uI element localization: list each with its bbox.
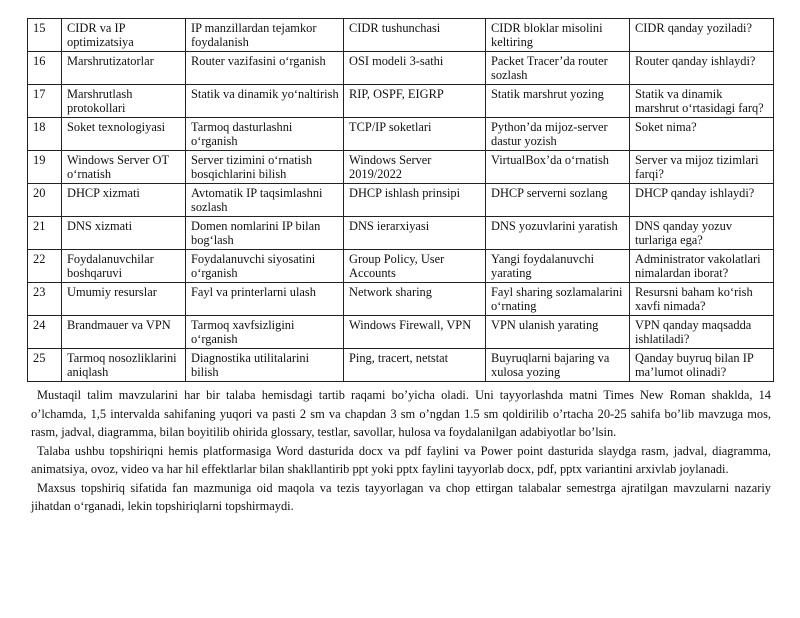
cell-content: Windows Firewall, VPN bbox=[344, 316, 486, 349]
cell-content: Ping, tracert, netstat bbox=[344, 349, 486, 382]
cell-goal: Tarmoq xavfsizligini o‘rganish bbox=[186, 316, 344, 349]
cell-topic: Brandmauer va VPN bbox=[62, 316, 186, 349]
cell-topic: CIDR va IP optimizatsiya bbox=[62, 19, 186, 52]
cell-content: Network sharing bbox=[344, 283, 486, 316]
cell-topic: Soket texnologiyasi bbox=[62, 118, 186, 151]
cell-topic: DHCP xizmati bbox=[62, 184, 186, 217]
cell-row-number: 15 bbox=[28, 19, 62, 52]
cell-goal: Fayl va printerlarni ulash bbox=[186, 283, 344, 316]
cell-content: RIP, OSPF, EIGRP bbox=[344, 85, 486, 118]
topics-table bbox=[27, 18, 774, 382]
cell-task: DHCP serverni sozlang bbox=[486, 184, 630, 217]
instruction-paragraph-1: Mustaqil talim mavzularini har bir talaba hemisdagi tartib raqami bo’yicha oladi. Uni tayyorlashda matni Times New Roman shaklda, 14 o’lchamda, 1,5 intervalda sahifaning yuqori va pasti 2 sm va chapdan 3 sm o’ngdan 1.5 sm qoldirilib o’rtacha 20-25 sahifa bo’lib mavzuga mos, rasm, jadval, diagramma, bilan boyitilib ohirida glossary, testlar, savollar, hulosa va foydalanilgan adabiyotlar bo’lsin. bbox=[31, 388, 771, 439]
instructions bbox=[27, 386, 773, 516]
cell-task: DNS yozuvlarini yaratish bbox=[486, 217, 630, 250]
cell-task: Statik marshrut yozing bbox=[486, 85, 630, 118]
topics-table-body bbox=[28, 19, 774, 382]
cell-question: CIDR qanday yoziladi? bbox=[630, 19, 774, 52]
cell-row-number: 18 bbox=[28, 118, 62, 151]
cell-question: VPN qanday maqsadda ishlatiladi? bbox=[630, 316, 774, 349]
cell-row-number: 17 bbox=[28, 85, 62, 118]
cell-row-number: 24 bbox=[28, 316, 62, 349]
cell-row-number: 20 bbox=[28, 184, 62, 217]
cell-topic: Tarmoq nosozliklarini aniqlash bbox=[62, 349, 186, 382]
cell-row-number: 19 bbox=[28, 151, 62, 184]
cell-task: Yangi foydalanuvchi yarating bbox=[486, 250, 630, 283]
document-page bbox=[27, 18, 773, 516]
cell-topic: Windows Server OT o‘rnatish bbox=[62, 151, 186, 184]
cell-task: Packet Tracer’da router sozlash bbox=[486, 52, 630, 85]
cell-topic: Foydalanuvchilar boshqaruvi bbox=[62, 250, 186, 283]
instruction-paragraph-3: Maxsus topshiriq sifatida fan mazmuniga oid maqola va tezis tayyorlagan va chop ettirgan talabalar semestrga ajratilgan mavzularni nazariy jihatdan o‘rganadi, lekin topshiriqlarni topshirmaydi. bbox=[31, 480, 771, 513]
cell-task: VirtualBox’da o‘rnatish bbox=[486, 151, 630, 184]
cell-task: Buyruqlarni bajaring va xulosa yozing bbox=[486, 349, 630, 382]
table-row bbox=[28, 151, 774, 184]
cell-question: Resursni baham ko‘rish xavfi nimada? bbox=[630, 283, 774, 316]
instruction-paragraph-2: Talaba ushbu topshiriqni hemis platformasiga Word dasturida docx va pdf faylini va Power point dasturida slaydga rasm, jadval, diagramma, animatsiya, ovoz, video va har hil effektlarlar bilan shakllantirib ppt yoki pptx faylini tayyorlab docx, pdf, pptx variantini arxivlab joylanadi. bbox=[31, 443, 771, 476]
table-row bbox=[28, 283, 774, 316]
cell-content: CIDR tushunchasi bbox=[344, 19, 486, 52]
cell-content: Windows Server 2019/2022 bbox=[344, 151, 486, 184]
table-row bbox=[28, 316, 774, 349]
cell-content: TCP/IP soketlari bbox=[344, 118, 486, 151]
cell-content: Group Policy, User Accounts bbox=[344, 250, 486, 283]
cell-goal: Server tizimini o‘rnatish bosqichlarini bilish bbox=[186, 151, 344, 184]
cell-task: CIDR bloklar misolini keltiring bbox=[486, 19, 630, 52]
cell-task: Python’da mijoz-server dastur yozish bbox=[486, 118, 630, 151]
cell-question: Qanday buyruq bilan IP ma’lumot olinadi? bbox=[630, 349, 774, 382]
cell-content: DNS ierarxiyasi bbox=[344, 217, 486, 250]
cell-question: DHCP qanday ishlaydi? bbox=[630, 184, 774, 217]
cell-goal: Router vazifasini o‘rganish bbox=[186, 52, 344, 85]
cell-row-number: 21 bbox=[28, 217, 62, 250]
table-row bbox=[28, 250, 774, 283]
table-row bbox=[28, 52, 774, 85]
cell-topic: DNS xizmati bbox=[62, 217, 186, 250]
cell-question: DNS qanday yozuv turlariga ega? bbox=[630, 217, 774, 250]
cell-content: DHCP ishlash prinsipi bbox=[344, 184, 486, 217]
cell-task: Fayl sharing sozlamalarini o‘rnating bbox=[486, 283, 630, 316]
cell-topic: Marshrutlash protokollari bbox=[62, 85, 186, 118]
cell-goal: Statik va dinamik yo‘naltirish bbox=[186, 85, 344, 118]
cell-question: Server va mijoz tizimlari farqi? bbox=[630, 151, 774, 184]
cell-question: Statik va dinamik marshrut o‘rtasidagi farq? bbox=[630, 85, 774, 118]
cell-question: Administrator vakolatlari nimalardan iborat? bbox=[630, 250, 774, 283]
cell-task: VPN ulanish yarating bbox=[486, 316, 630, 349]
cell-question: Router qanday ishlaydi? bbox=[630, 52, 774, 85]
table-row bbox=[28, 184, 774, 217]
cell-row-number: 16 bbox=[28, 52, 62, 85]
table-row bbox=[28, 118, 774, 151]
cell-goal: IP manzillardan tejamkor foydalanish bbox=[186, 19, 344, 52]
cell-goal: Diagnostika utilitalarini bilish bbox=[186, 349, 344, 382]
table-row bbox=[28, 349, 774, 382]
table-row bbox=[28, 19, 774, 52]
cell-goal: Avtomatik IP taqsimlashni sozlash bbox=[186, 184, 344, 217]
cell-topic: Umumiy resurslar bbox=[62, 283, 186, 316]
cell-content: OSI modeli 3-sathi bbox=[344, 52, 486, 85]
cell-row-number: 23 bbox=[28, 283, 62, 316]
cell-goal: Tarmoq dasturlashni o‘rganish bbox=[186, 118, 344, 151]
cell-row-number: 22 bbox=[28, 250, 62, 283]
cell-question: Soket nima? bbox=[630, 118, 774, 151]
table-row bbox=[28, 217, 774, 250]
cell-goal: Foydalanuvchi siyosatini o‘rganish bbox=[186, 250, 344, 283]
table-row bbox=[28, 85, 774, 118]
cell-topic: Marshrutizatorlar bbox=[62, 52, 186, 85]
cell-row-number: 25 bbox=[28, 349, 62, 382]
cell-goal: Domen nomlarini IP bilan bog‘lash bbox=[186, 217, 344, 250]
